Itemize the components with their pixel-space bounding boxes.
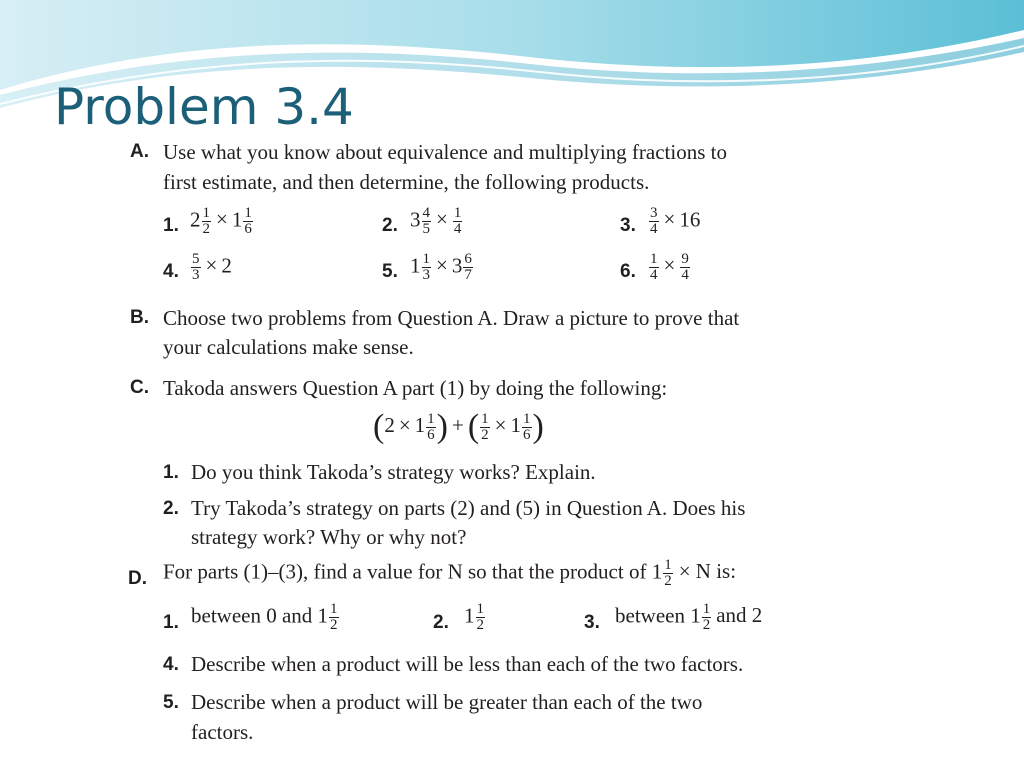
a-item-5-number: 5. <box>382 261 398 282</box>
part-a-label: A. <box>130 141 149 162</box>
problem-sheet <box>120 136 838 742</box>
a-item-2-number: 2. <box>382 215 398 236</box>
a5-whole-2: 3 <box>451 253 463 278</box>
expr-lparen-2: ( <box>467 408 480 445</box>
c-q2-line-2: strategy work? Why or why not? <box>191 525 467 549</box>
expr-lparen-1: ( <box>373 408 385 445</box>
d3-num: 1 <box>702 601 711 617</box>
c-q2-number: 2. <box>163 498 179 519</box>
expr-times-1: × <box>398 412 411 437</box>
part-d-intro-fraction <box>663 558 673 589</box>
a5-f2-den: 7 <box>464 267 472 283</box>
part-b-label: B. <box>130 307 149 328</box>
a1-whole-1: 2 <box>190 207 201 232</box>
a5-fraction-2 <box>463 252 473 283</box>
a1-fraction-2 <box>243 206 253 237</box>
expr-c-num: 1 <box>481 410 489 427</box>
c-q1-number: 1. <box>163 462 179 483</box>
a-item-6-expression <box>648 252 691 283</box>
a2-f2-num: 1 <box>453 205 462 221</box>
a5-whole-1: 1 <box>410 253 421 278</box>
a3-fraction-1 <box>649 206 659 237</box>
expr-plus: + <box>452 412 464 437</box>
a3-f1-num: 3 <box>650 205 658 221</box>
d1-fraction <box>329 602 339 633</box>
a-item-3-number: 3. <box>620 215 636 236</box>
part-c-label: C. <box>130 377 149 398</box>
d3-text: between 1 <box>615 603 701 628</box>
a5-f2-num: 6 <box>464 251 472 267</box>
a1-f2-den: 6 <box>244 221 252 237</box>
a6-f1-den: 4 <box>650 267 658 283</box>
part-d-intro-text: For parts (1)–(3), find a value for N so that the product of 1 <box>163 559 663 584</box>
d3-fraction <box>702 602 712 633</box>
expr-b-num: 1 <box>427 410 435 427</box>
a2-fraction-1 <box>422 206 432 237</box>
d-q4-number: 4. <box>163 654 179 675</box>
d-item-2-number: 2. <box>433 612 449 633</box>
a-item-5-expression <box>410 252 474 283</box>
a6-f2-num: 9 <box>681 251 689 267</box>
c-q2-line-1: Try Takoda’s strategy on parts (2) and (5) in Question A. Does his <box>191 496 746 520</box>
a-item-3-expression <box>648 206 700 237</box>
expr-d-whole: 1 <box>510 412 522 437</box>
a5-f1-num: 1 <box>422 251 430 267</box>
expr-times-2: × <box>494 412 507 437</box>
d-q5-number: 5. <box>163 692 179 713</box>
a-item-4-expression <box>190 252 232 283</box>
a6-fraction-2 <box>680 252 690 283</box>
a6-f1-num: 1 <box>650 251 658 267</box>
a2-f1-den: 5 <box>422 221 430 237</box>
d-item-2-text <box>464 602 486 633</box>
a5-f1-den: 3 <box>422 267 430 283</box>
a3-op: × <box>663 207 676 232</box>
part-d-intro-tail: × N is: <box>678 559 737 584</box>
d-item-3-number: 3. <box>584 612 600 633</box>
a-item-6-number: 6. <box>620 261 636 282</box>
part-b-line-2: your calculations make sense. <box>163 335 414 359</box>
part-d-label: D. <box>128 568 147 589</box>
d-q4-text: Describe when a product will be less than each of the two factors. <box>191 652 744 676</box>
expr-d-den: 6 <box>523 426 531 443</box>
expr-rparen-2: ) <box>532 408 544 445</box>
d2-text: 1 <box>464 603 475 628</box>
part-a-line-1: Use what you know about equivalence and multiplying fractions to <box>163 140 727 164</box>
d-q5-line-2: factors. <box>191 720 254 744</box>
a4-op: × <box>205 253 218 278</box>
a3-f1-den: 4 <box>650 221 658 237</box>
expr-d-fraction <box>522 412 532 443</box>
part-c-line-1: Takoda answers Question A part (1) by doing the following: <box>163 376 668 400</box>
d-q5-line-1: Describe when a product will be greater than each of the two <box>191 690 703 714</box>
part-d-intro-num: 1 <box>664 557 672 573</box>
a1-whole-2: 1 <box>231 207 243 232</box>
d3-den: 2 <box>702 617 711 633</box>
a2-f1-num: 4 <box>422 205 430 221</box>
a2-f2-den: 4 <box>453 221 462 237</box>
expr-b-fraction <box>426 412 436 443</box>
a2-whole-1: 3 <box>410 207 421 232</box>
a5-fraction-1 <box>422 252 432 283</box>
a1-f1-den: 2 <box>202 221 210 237</box>
d2-fraction <box>476 602 486 633</box>
a6-fraction-1 <box>649 252 659 283</box>
d2-den: 2 <box>476 617 484 633</box>
part-d-intro <box>163 558 736 589</box>
a-item-4-number: 4. <box>163 261 179 282</box>
expr-rparen-1: ) <box>436 408 448 445</box>
a1-f1-num: 1 <box>202 205 210 221</box>
expr-c-fraction <box>480 412 490 443</box>
a-item-1-expression <box>190 206 254 237</box>
a6-op: × <box>663 253 676 278</box>
expr-c-den: 2 <box>481 426 489 443</box>
c-q1-text: Do you think Takoda’s strategy works? Explain. <box>191 460 596 484</box>
a2-fraction-2 <box>453 206 463 237</box>
a6-f2-den: 4 <box>681 267 689 283</box>
part-a-line-2: first estimate, and then determine, the following products. <box>163 170 650 194</box>
d3-tail: and 2 <box>716 603 763 628</box>
a1-f2-num: 1 <box>244 205 252 221</box>
a1-op: × <box>216 207 228 232</box>
a-item-1-number: 1. <box>163 215 179 236</box>
a4-tail: 2 <box>221 253 232 278</box>
expr-b-whole: 1 <box>414 412 426 437</box>
slide-title: Problem 3.4 <box>54 78 354 136</box>
d2-num: 1 <box>476 601 484 617</box>
d1-text: between 0 and 1 <box>191 603 329 628</box>
d1-num: 1 <box>330 601 338 617</box>
a3-tail: 16 <box>679 207 701 232</box>
d-item-3-text <box>615 602 762 633</box>
expr-a: 2 <box>384 412 395 437</box>
a4-fraction-1 <box>191 252 201 283</box>
d1-den: 2 <box>330 617 338 633</box>
a2-op: × <box>436 207 448 232</box>
part-b-line-1: Choose two problems from Question A. Draw a picture to prove that <box>163 306 740 330</box>
a1-fraction-1 <box>202 206 212 237</box>
a4-f1-den: 3 <box>192 267 200 283</box>
a-item-2-expression <box>410 206 463 237</box>
takoda-expression <box>373 410 544 444</box>
expr-b-den: 6 <box>427 426 435 443</box>
part-d-intro-den: 2 <box>664 573 672 589</box>
d-item-1-number: 1. <box>163 612 179 633</box>
d-item-1-text <box>191 602 340 633</box>
a4-f1-num: 5 <box>192 251 200 267</box>
a5-op: × <box>436 253 448 278</box>
expr-d-num: 1 <box>523 410 531 427</box>
